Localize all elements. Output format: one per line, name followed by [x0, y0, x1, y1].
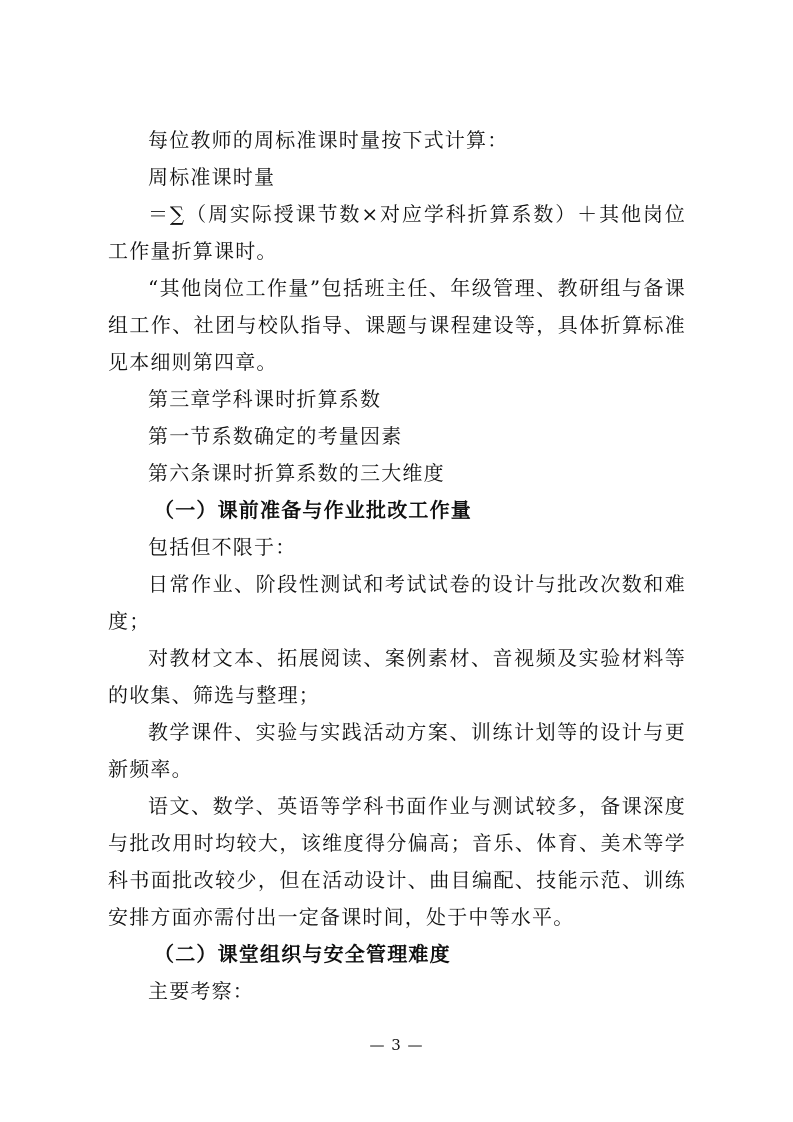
paragraph-line: 度；	[108, 609, 151, 633]
subheading: （一）课前准备与作业批改工作量	[154, 498, 472, 522]
paragraph-line: 每位教师的周标准课时量按下式计算：	[148, 128, 509, 152]
paragraph-line: 科书面批改较少，但在活动设计、曲目编配、技能示范、训练	[108, 868, 686, 892]
section-heading: 第一节系数确定的考量因素	[148, 424, 403, 448]
paragraph-line: 包括但不限于：	[148, 535, 297, 559]
paragraph-line: 语文、数学、英语等学科书面作业与测试较多，备课深度	[148, 794, 686, 818]
paragraph-line: 日常作业、阶段性测试和考试试卷的设计与批改次数和难	[148, 572, 686, 596]
page-number: — 3 —	[369, 1036, 424, 1054]
formula-line: ＝∑（周实际授课节数×对应学科折算系数）＋其他岗位	[148, 202, 686, 226]
paragraph-line: 与批改用时均较大，该维度得分偏高；音乐、体育、美术等学	[108, 831, 686, 855]
paragraph-line: 教学课件、实验与实践活动方案、训练计划等的设计与更	[148, 720, 686, 744]
paragraph-line: 主要考察：	[148, 979, 254, 1003]
paragraph-line: “其他岗位工作量”包括班主任、年级管理、教研组与备课	[148, 276, 686, 300]
document-body	[108, 122, 686, 1010]
article-heading: 第六条课时折算系数的三大维度	[148, 461, 445, 485]
paragraph-line: 见本细则第四章。	[108, 350, 278, 374]
chapter-heading: 第三章学科课时折算系数	[148, 387, 382, 411]
paragraph-line: 新频率。	[108, 757, 193, 781]
paragraph-line: 工作量折算课时。	[108, 239, 278, 263]
paragraph-line: 对教材文本、拓展阅读、案例素材、音视频及实验材料等	[148, 646, 686, 670]
paragraph-line: 的收集、筛选与整理；	[108, 683, 320, 707]
paragraph-line: 组工作、社团与校队指导、课题与课程建设等，具体折算标准	[108, 313, 686, 337]
subheading: （二）课堂组织与安全管理难度	[154, 942, 451, 966]
paragraph-line: 安排方面亦需付出一定备课时间，处于中等水平。	[108, 905, 575, 929]
paragraph-line: 周标准课时量	[148, 165, 276, 189]
